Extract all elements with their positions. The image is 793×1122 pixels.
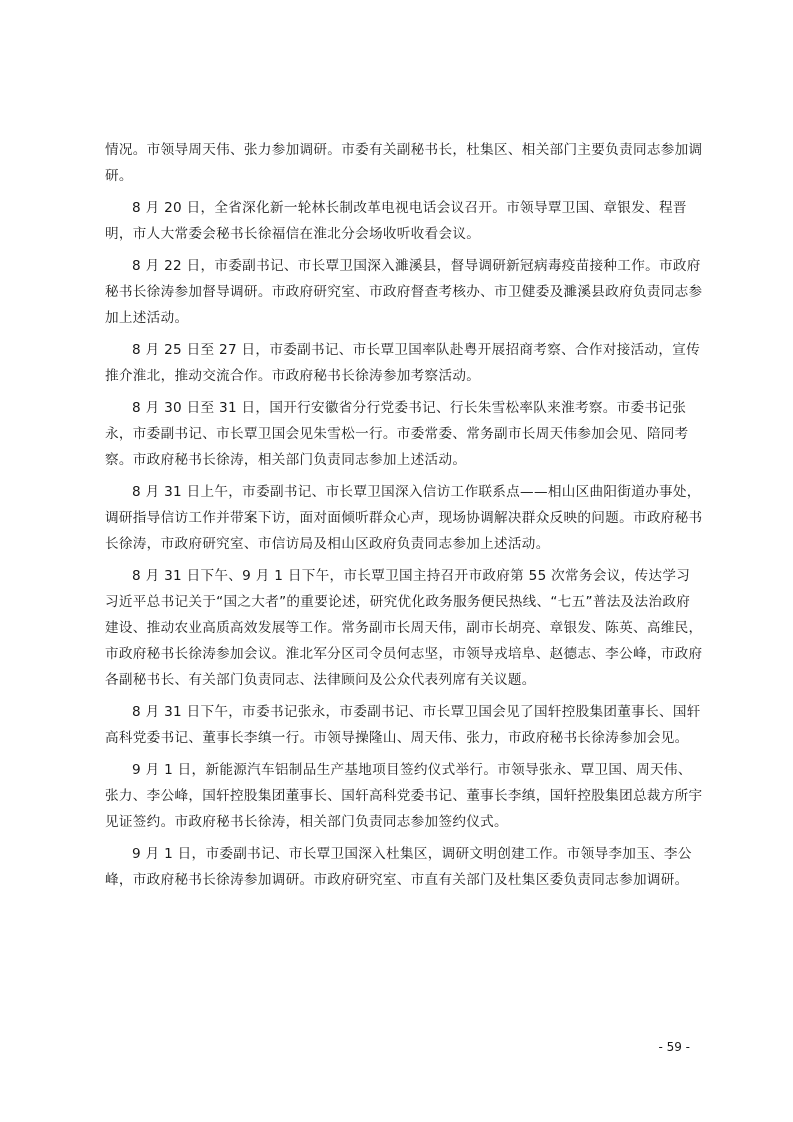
paragraph: 8 月 20 日，全省深化新一轮林长制改革电视电话会议召开。市领导覃卫国、章银发、程晋明，市人大常委会秘书长徐福信在淮北分会场收听收看会议。 — [105, 200, 687, 242]
page-number: - 59 - — [658, 1040, 690, 1054]
paragraph: 8 月 30 日至 31 日，国开行安徽省分行党委书记、行长朱雪松率队来淮考察。市委书记张永，市委副书记、市长覃卫国会见朱雪松一行。市委常委、常务副市长周天伟参加会见、陪同考察。市政府秘书长徐涛，相关部门负责同志参加上述活动。 — [105, 400, 689, 468]
paragraph: 8 月 31 日下午、9 月 1 日下午，市长覃卫国主持召开市政府第 55 次常务会议，传达学习习近平总书记关于“国之大者”的重要论述，研究优化政务服务便民热线、“七五”普法及法治政府建设、推动农业高质高效发展等工作。常务副市长周天伟，副市长胡亮、章银发、陈英、高维民，市政府秘书长徐涛参加会议。淮北军分区司令员何志坚，市领导戎培阜、赵德志、李公峰，市政府各副秘书长、有关部门负责同志、法律顾问及公众代表列席有关议题。 — [105, 568, 703, 688]
paragraph: 9 月 1 日，新能源汽车铝制品生产基地项目签约仪式举行。市领导张永、覃卫国、周天伟、张力、李公峰，国轩控股集团董事长、国轩高科党委书记、董事长李缜，国轩控股集团总裁方所宇见证签约。市政府秘书长徐涛，相关部门负责同志参加签约仪式。 — [105, 762, 703, 830]
body-text — [105, 137, 703, 899]
paragraph-continuation: 情况。市领导周天伟、张力参加调研。市委有关副秘书长，杜集区、相关部门主要负责同志参加调研。 — [105, 142, 703, 184]
paragraph: 9 月 1 日，市委副书记、市长覃卫国深入杜集区，调研文明创建工作。市领导李加玉、李公峰，市政府秘书长徐涛参加调研。市政府研究室、市直有关部门及杜集区委负责同志参加调研。 — [105, 846, 692, 888]
paragraph: 8 月 31 日下午，市委书记张永，市委副书记、市长覃卫国会见了国轩控股集团董事长、国轩高科党委书记、董事长李缜一行。市领导操隆山、周天伟、张力，市政府秘书长徐涛参加会见。 — [105, 704, 701, 746]
paragraph: 8 月 22 日，市委副书记、市长覃卫国深入濉溪县，督导调研新冠病毒疫苗接种工作。市政府秘书长徐涛参加督导调研。市政府研究室、市政府督查考核办、市卫健委及濉溪县政府负责同志参加上述活动。 — [105, 258, 703, 326]
paragraph: 8 月 31 日上午，市委副书记、市长覃卫国深入信访工作联系点——相山区曲阳街道办事处，调研指导信访工作并带案下访，面对面倾听群众心声，现场协调解决群众反映的问题。市政府秘书长徐涛，市政府研究室、市信访局及相山区政府负责同志参加上述活动。 — [105, 484, 703, 552]
paragraph: 8 月 25 日至 27 日，市委副书记、市长覃卫国率队赴粤开展招商考察、合作对接活动，宣传推介淮北，推动交流合作。市政府秘书长徐涛参加考察活动。 — [105, 342, 701, 384]
